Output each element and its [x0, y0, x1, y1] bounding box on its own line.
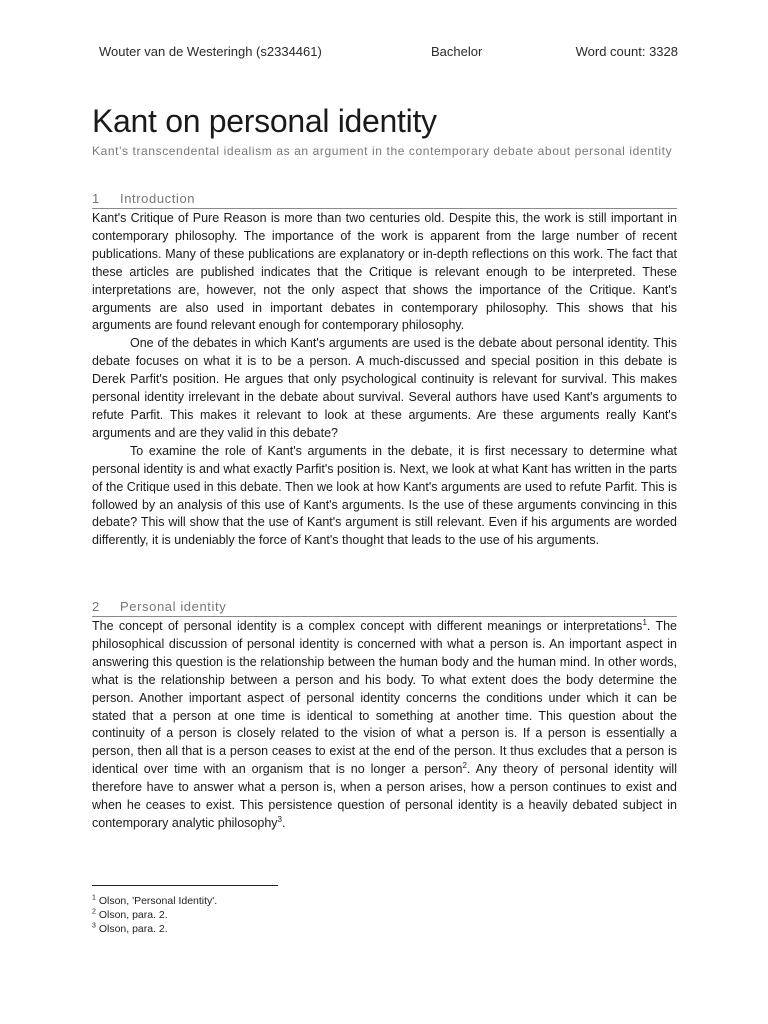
section-number: 2 — [92, 599, 100, 614]
footnote-mark: 1 — [92, 894, 96, 902]
footnote — [92, 894, 217, 908]
header-author: Wouter van de Westeringh (s2334461) — [99, 44, 322, 59]
paragraph: Kant's Critique of Pure Reason is more than two centuries old. Despite this, the work is still important in contemporary philosophy. The importance of the work is apparent from the large number of recent publications. Many of these publications are explanatory or in-depth reflections on this work. The fact that these articles are published indicates that the Critique is relevant enough to be interpreted. These interpretations are, however, not the only aspect that shows the importance of the Critique. Kant's arguments are also used in important debates in contemporary philosophy. This shows that his arguments are found relevant enough for contemporary philosophy. — [92, 211, 677, 333]
footnote — [92, 922, 217, 936]
footnote-ref[interactable]: 3 — [277, 814, 282, 824]
text-segment: . — [281, 815, 286, 830]
footnote-mark: 3 — [92, 922, 96, 930]
paragraph: One of the debates in which Kant's arguments are used is the debate about personal identity. This debate focuses on what it is to be a person. A much-discussed and special position in this debate is Derek Parfit's position. He argues that only psychological continuity is relevant for survival. This makes personal identity irrelevant in the debate about survival. Several authors have used Kant's arguments to refute Parfit. This makes it relevant to look at these arguments. Are these arguments really Kant's arguments and are they valid in this debate? — [92, 336, 677, 440]
footnote — [92, 908, 217, 922]
footnote-ref[interactable]: 2 — [462, 761, 467, 771]
text-segment: The concept of personal identity is a complex concept with different meanings or interpretations — [92, 619, 643, 633]
footnote-separator — [92, 885, 278, 886]
document-title: Kant on personal identity — [92, 103, 437, 139]
footnotes — [92, 894, 217, 936]
footnote-text: Olson, 'Personal Identity'. — [95, 895, 218, 907]
section-body-personal-identity — [92, 618, 677, 833]
footnote-mark: 2 — [92, 908, 96, 916]
footnote-text: Olson, para. 2. — [95, 909, 168, 921]
header-degree: Bachelor — [431, 44, 483, 59]
section-title: Introduction — [120, 191, 196, 206]
section-body-introduction — [92, 210, 677, 550]
footnote-ref[interactable]: 1 — [642, 617, 647, 627]
text-segment: . The philosophical discussion of personal identity is concerned with what a person is. An important aspect in answering this question is the relationship between the human body and the human mind. In other words, what is the relationship between a person and his body. To what extent does the body determine the person. Another important aspect of personal identity concerns the conditions under which it can be stated that a person at one time is identical to something at another time. This question about the continuity of a person is closely related to the vision of what a person is. If a person is essentially a person, then all that is a person ceases to exist at the end of the person. It thus excludes that a person is identical over time with an organism that is no longer a person — [92, 619, 677, 777]
section-heading-personal-identity — [92, 600, 677, 617]
paragraph — [92, 618, 677, 833]
section-title: Personal identity — [120, 599, 227, 614]
section-number: 1 — [92, 191, 100, 206]
paragraph: To examine the role of Kant's arguments in the debate, it is first necessary to determine what personal identity is and what exactly Parfit's position is. Next, we look at what Kant has written in the parts of the Critique used in this debate. Then we look at how Kant's arguments are used to refute Parfit. This is followed by an analysis of this use of Kant's arguments. Is the use of these arguments convincing in this debate? This will show that the use of Kant's argument is still relevant. Even if his arguments are worded differently, it is undeniably the force of Kant's thought that leads to the use of his arguments. — [92, 443, 677, 548]
page-header — [99, 44, 678, 62]
document-subtitle: Kant's transcendental idealism as an argument in the contemporary debate about personal identity — [92, 144, 673, 158]
header-word-count: Word count: 3328 — [575, 44, 678, 59]
section-heading-introduction — [92, 192, 677, 209]
footnote-text: Olson, para. 2. — [95, 923, 168, 935]
text-segment: . Any theory of personal identity will therefore have to answer what a person is, when a person arises, how a person continues to exist and when he ceases to exist. This persistence question of personal identity is a heavily debated subject in contemporary analytic philosophy — [92, 762, 677, 830]
